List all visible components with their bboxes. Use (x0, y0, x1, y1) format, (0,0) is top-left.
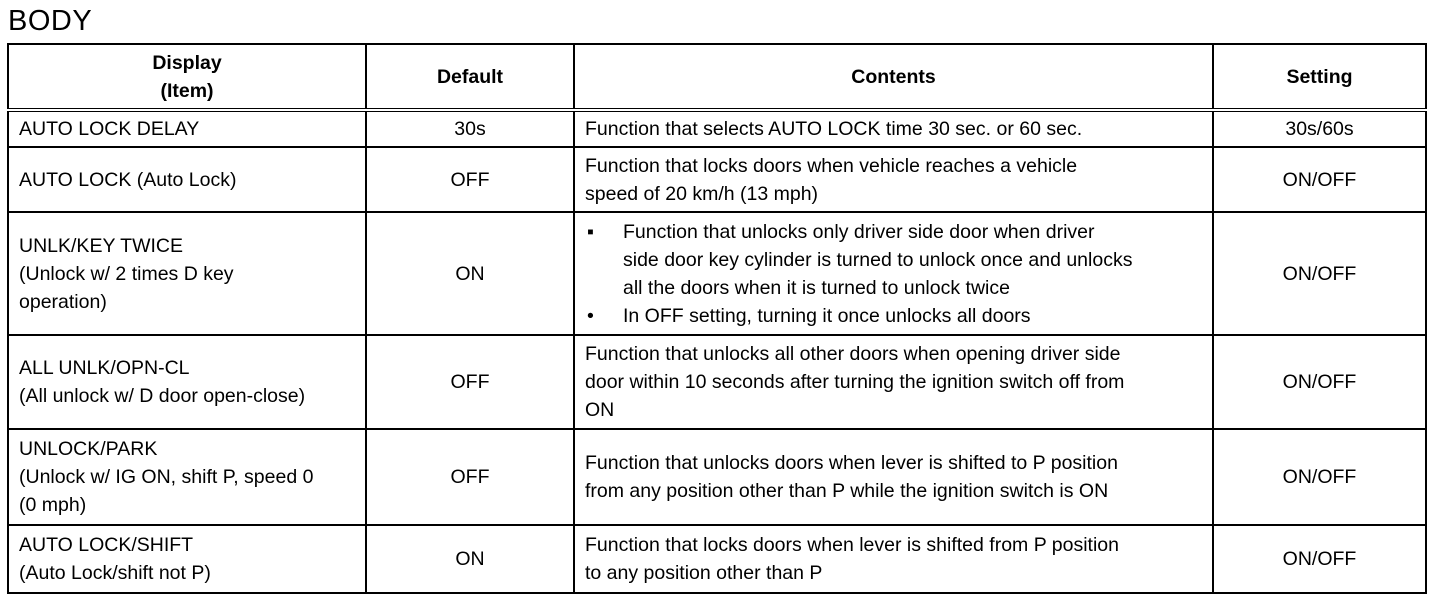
default-cell: OFF (366, 335, 574, 429)
square-bullet-icon: ▪ (587, 220, 594, 243)
contents-line: from any position other than P while the ignition switch is ON (585, 479, 1109, 502)
default-cell: OFF (366, 429, 574, 524)
display-cell (8, 429, 366, 524)
contents-cell (574, 429, 1213, 524)
display-line: (Auto Lock/shift not P) (19, 561, 211, 584)
table-row (8, 335, 1426, 429)
contents-cell (574, 525, 1213, 593)
table-row (8, 429, 1426, 524)
display-cell (8, 335, 366, 429)
contents-line: Function that unlocks all other doors when opening driver side (585, 343, 1121, 366)
contents-line: ON (585, 399, 615, 422)
bullet-item (585, 218, 1202, 302)
header-display (8, 44, 366, 110)
display-line: AUTO LOCK DELAY (19, 118, 200, 141)
contents-cell (574, 110, 1213, 147)
bullet-line: Function that unlocks only driver side door when driver (623, 220, 1095, 243)
bullet-item (585, 302, 1202, 330)
display-line: (All unlock w/ D door open-close) (19, 385, 306, 408)
display-line: (Unlock w/ 2 times D key (19, 262, 234, 285)
default-cell: ON (366, 212, 574, 335)
table-row (8, 212, 1426, 335)
display-line: UNLOCK/PARK (19, 437, 158, 460)
display-line: AUTO LOCK/SHIFT (19, 533, 194, 556)
table-row (8, 110, 1426, 147)
setting-cell: ON/OFF (1213, 525, 1426, 593)
setting-cell: 30s/60s (1213, 110, 1426, 147)
display-line: (0 mph) (19, 493, 87, 516)
setting-cell: ON/OFF (1213, 429, 1426, 524)
contents-cell (574, 335, 1213, 429)
display-cell (8, 525, 366, 593)
setting-cell: ON/OFF (1213, 147, 1426, 212)
table-row (8, 147, 1426, 212)
display-line: AUTO LOCK (Auto Lock) (19, 168, 237, 191)
display-line: ALL UNLK/OPN-CL (19, 357, 190, 380)
header-contents: Contents (574, 44, 1213, 110)
display-cell (8, 147, 366, 212)
display-cell (8, 212, 366, 335)
bullet-line: In OFF setting, turning it once unlocks all doors (623, 304, 1031, 327)
setting-cell: ON/OFF (1213, 335, 1426, 429)
default-cell: ON (366, 525, 574, 593)
header-row (8, 44, 1426, 110)
section-title: BODY (8, 5, 93, 37)
display-line: operation) (19, 290, 107, 313)
default-cell: 30s (366, 110, 574, 147)
table-row (8, 525, 1426, 593)
contents-line: Function that selects AUTO LOCK time 30 sec. or 60 sec. (585, 118, 1083, 141)
contents-cell (574, 147, 1213, 212)
bullet-list (585, 218, 1202, 330)
header-display-line: Display (152, 51, 222, 74)
setting-cell: ON/OFF (1213, 212, 1426, 335)
body-settings-table (7, 43, 1427, 594)
contents-line: speed of 20 km/h (13 mph) (585, 182, 819, 205)
display-cell (8, 110, 366, 147)
contents-cell (574, 212, 1213, 335)
contents-line: to any position other than P (585, 561, 823, 584)
contents-line: Function that locks doors when lever is shifted from P position (585, 533, 1119, 556)
default-cell: OFF (366, 147, 574, 212)
contents-line: Function that locks doors when vehicle reaches a vehicle (585, 154, 1078, 177)
display-line: (Unlock w/ IG ON, shift P, speed 0 (19, 465, 314, 488)
round-bullet-icon: • (587, 304, 594, 327)
header-display-line: (Item) (160, 79, 214, 102)
bullet-line: side door key cylinder is turned to unlock once and unlocks (623, 248, 1133, 271)
header-setting: Setting (1213, 44, 1426, 110)
display-line: UNLK/KEY TWICE (19, 234, 183, 257)
contents-line: Function that unlocks doors when lever is shifted to P position (585, 451, 1118, 474)
bullet-line: all the doors when it is turned to unlock twice (623, 276, 1010, 299)
header-default: Default (366, 44, 574, 110)
contents-line: door within 10 seconds after turning the ignition switch off from (585, 371, 1125, 394)
